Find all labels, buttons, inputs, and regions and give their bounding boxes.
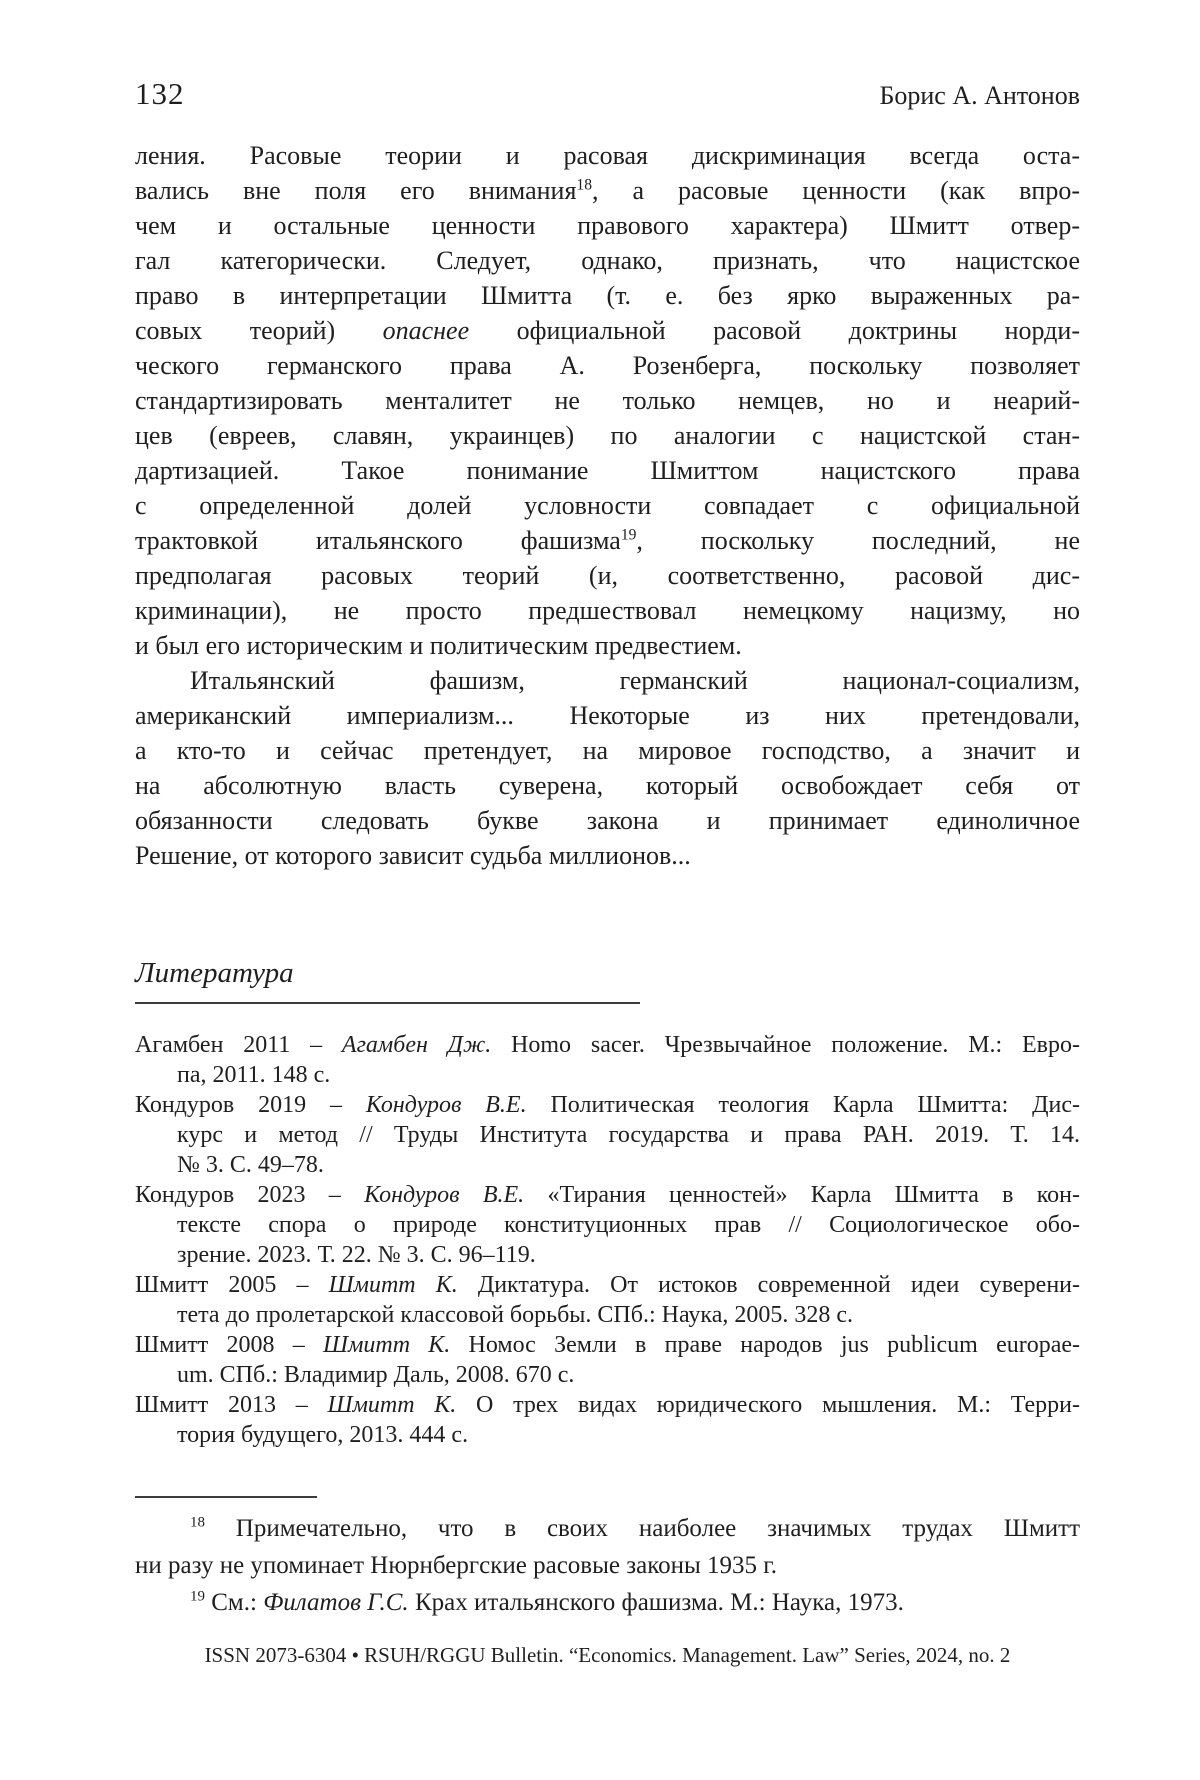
bibliography-entry bbox=[135, 1180, 1080, 1270]
footnote bbox=[135, 1510, 1080, 1584]
page-number: 132 bbox=[135, 76, 185, 111]
bibliography-list bbox=[135, 1030, 1080, 1450]
text-line: цев (евреев, славян, украинцев) по аналогии с нацистской стан- bbox=[135, 421, 1080, 450]
text-line: $^{19}$ См.: Филатов Г.С. Крах итальянского фашизма. М.: Наука, 1973. bbox=[190, 1588, 904, 1616]
text-line: дартизацией. Такое понимание Шмиттом нацистского права bbox=[135, 456, 1080, 485]
text-line: обязанности следовать букве закона и принимает единоличное bbox=[135, 806, 1080, 835]
text-line: вались вне поля его внимания$^{18}$, а расовые ценности (как впро- bbox=[135, 176, 1080, 205]
text-line: Шмитт 2005 – Шмитт К. Диктатура. От истоков современной идеи суверени- bbox=[135, 1272, 1081, 1298]
text-line: право в интерпретации Шмитта (т. е. без ярко выраженных ра- bbox=[135, 281, 1080, 310]
heading-rule bbox=[135, 1002, 640, 1004]
text-line: зрение. 2023. Т. 22. № 3. С. 96–119. bbox=[177, 1242, 536, 1268]
footnote-rule bbox=[135, 1496, 317, 1498]
article-body bbox=[135, 138, 1080, 873]
text-line: на абсолютную власть суверена, который освобождает себя от bbox=[135, 771, 1080, 800]
bibliography-entry bbox=[135, 1030, 1080, 1090]
text-line: совых теорий) опаснее официальной расовой доктрины норди- bbox=[135, 316, 1080, 345]
text-line: Итальянский фашизм, германский национал-социализм, bbox=[190, 666, 1080, 695]
bibliography-entry bbox=[135, 1390, 1080, 1450]
text-line: № 3. С. 49–78. bbox=[177, 1152, 324, 1178]
bibliography-entry bbox=[135, 1090, 1080, 1180]
author-name: Борис А. Антонов bbox=[879, 81, 1080, 110]
footnote bbox=[135, 1584, 1080, 1621]
page-header bbox=[135, 76, 1080, 112]
text-line: предполагая расовых теорий (и, соответственно, расовой дис- bbox=[135, 561, 1080, 590]
paragraph bbox=[135, 138, 1080, 663]
text-line: тексте спора о природе конституционных прав // Социологическое обо- bbox=[177, 1212, 1080, 1238]
bibliography-entry bbox=[135, 1330, 1080, 1390]
footnotes bbox=[135, 1510, 1080, 1621]
text-line: американский империализм... Некоторые из них претендовали, bbox=[135, 701, 1080, 730]
text-line: Агамбен 2011 – Агамбен Дж. Homo sacer. Чрезвычайное положение. М.: Евро- bbox=[135, 1032, 1080, 1058]
text-line: Шмитт 2013 – Шмитт К. О трех видах юридического мышления. М.: Терри- bbox=[135, 1392, 1080, 1418]
text-line: Шмитт 2008 – Шмитт К. Номос Земли в праве народов jus publicum europae- bbox=[135, 1332, 1081, 1358]
text-line: ления. Расовые теории и расовая дискриминация всегда оста- bbox=[135, 141, 1080, 170]
bibliography-entry bbox=[135, 1270, 1080, 1330]
text-line: Кондуров 2023 – Кондуров В.Е. «Тирания ценностей» Карла Шмитта в кон- bbox=[135, 1182, 1081, 1208]
text-line: ни разу не упоминает Нюрнбергские расовые законы 1935 г. bbox=[135, 1552, 777, 1579]
text-line: Решение, от которого зависит судьба миллионов... bbox=[135, 841, 691, 870]
journal-footer: ISSN 2073-6304 • RSUH/RGGU Bulletin. “Economics. Management. Law” Series, 2024, no. 2 bbox=[204, 1643, 1011, 1667]
text-line: криминации), не просто предшествовал немецкому нацизму, но bbox=[135, 596, 1080, 625]
text-line: па, 2011. 148 с. bbox=[177, 1062, 331, 1088]
text-line: $^{18}$ Примечательно, что в своих наиболее значимых трудах Шмитт bbox=[190, 1514, 1080, 1542]
text-line: и был его историческим и политическим предвестием. bbox=[135, 631, 742, 660]
text-line: тета до пролетарской классовой борьбы. СПб.: Наука, 2005. 328 с. bbox=[177, 1302, 853, 1328]
text-line: а кто-то и сейчас претендует, на мировое господство, а значит и bbox=[135, 736, 1080, 765]
literature-heading: Литература bbox=[135, 957, 294, 989]
text-line: um. СПб.: Владимир Даль, 2008. 670 с. bbox=[177, 1362, 575, 1388]
text-line: стандартизировать менталитет не только немцев, но и неарий- bbox=[135, 386, 1080, 415]
text-line: тория будущего, 2013. 444 с. bbox=[177, 1422, 469, 1448]
text-line: гал категорически. Следует, однако, признать, что нацистское bbox=[135, 246, 1080, 275]
text-line: Кондуров 2019 – Кондуров В.Е. Политическая теология Карла Шмитта: Дис- bbox=[135, 1092, 1081, 1118]
text-line: с определенной долей условности совпадает с официальной bbox=[135, 491, 1080, 520]
text-line: курс и метод // Труды Института государства и права РАН. 2019. Т. 14. bbox=[177, 1122, 1080, 1148]
text-line: трактовкой итальянского фашизма$^{19}$, поскольку последний, не bbox=[135, 526, 1080, 555]
paragraph bbox=[135, 663, 1080, 873]
text-line: ческого германского права А. Розенберга, поскольку позволяет bbox=[135, 351, 1080, 380]
text-line: чем и остальные ценности правового характера) Шмитт отвер- bbox=[135, 211, 1080, 240]
